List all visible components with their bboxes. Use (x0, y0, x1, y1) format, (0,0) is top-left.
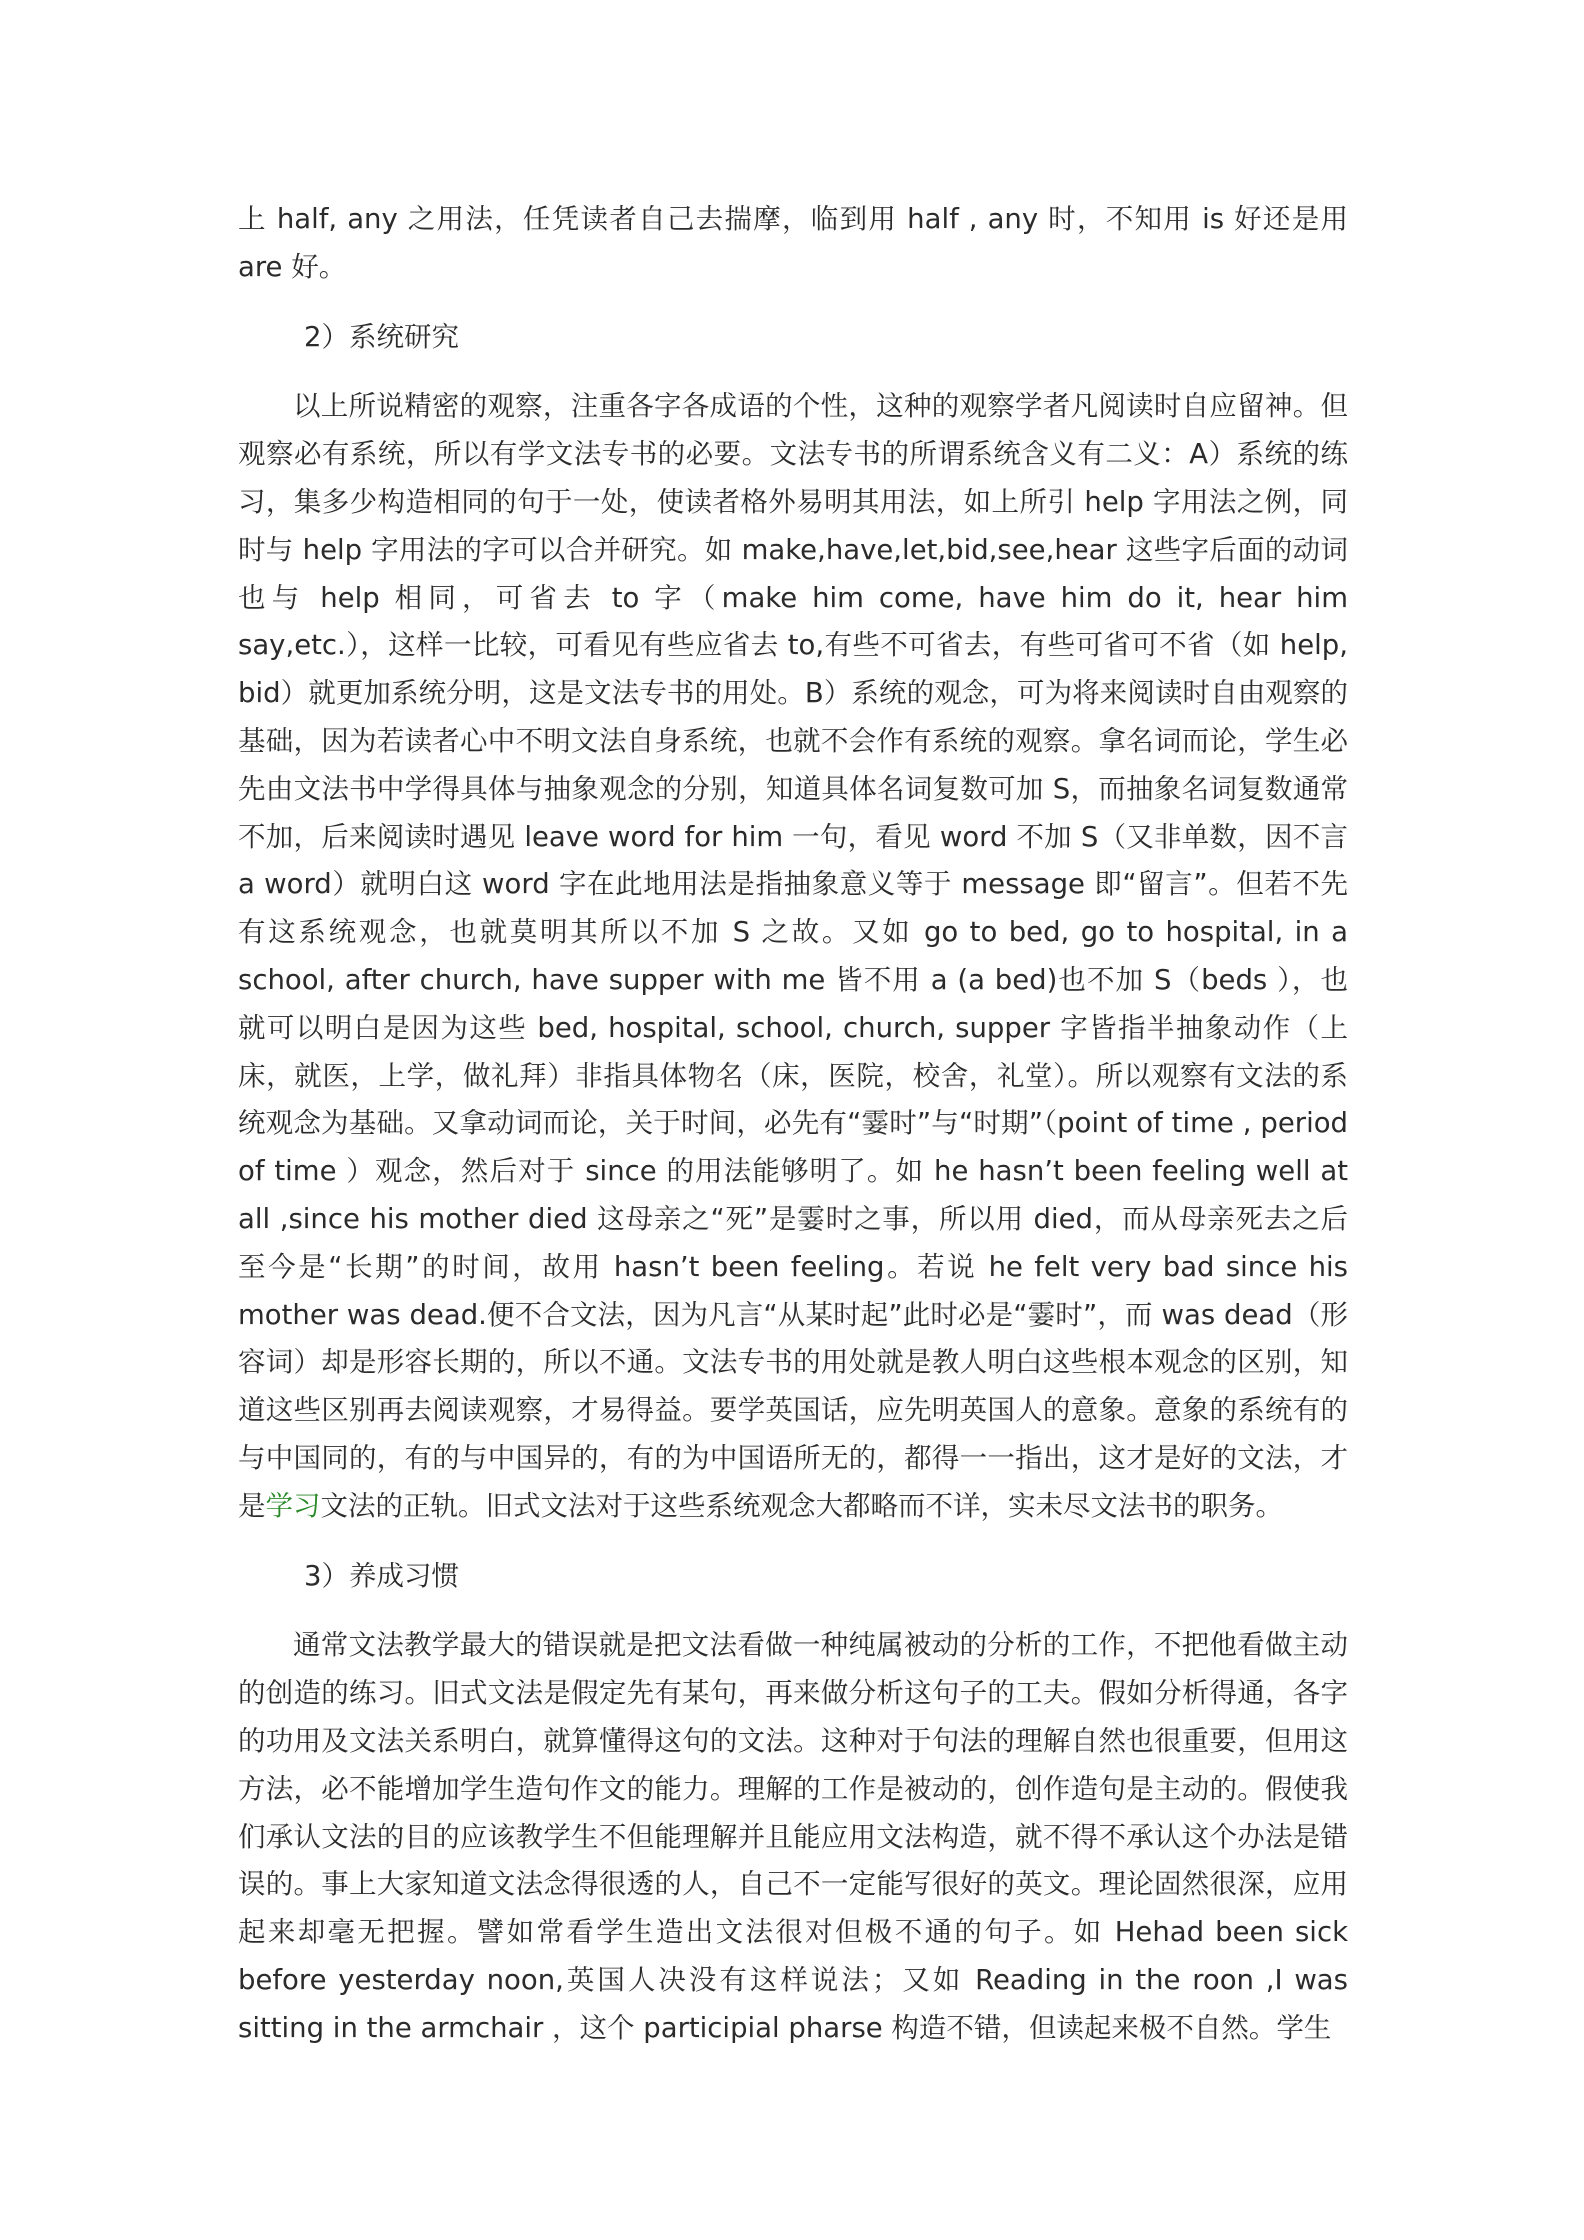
spacer (238, 292, 1348, 314)
document-page (238, 196, 1348, 2052)
spacer (238, 1600, 1348, 1622)
paragraph-systematic-study (238, 383, 1348, 1530)
paragraph-forming-habits: 通常文法教学最大的错误就是把文法看做一种纯属被动的分析的工作，不把他看做主动的创造的练习。旧式文法是假定先有某句，再来做分析这句子的工夫。假如分析得通，各字的功用及文法关系明白，就算懂得这句的文法。这种对于句法的理解自然也很重要，但用这方法，必不能增加学生造句作文的能力。理解的工作是被动的，创作造句是主动的。假使我们承认文法的目的应该教学生不但能理解并且能应用文法构造，就不得不承认这个办法是错误的。事上大家知道文法念得很透的人，自己不一定能写很好的英文。理论固然很深，应用起来却毫无把握。譬如常看学生造出文法很对但极不通的句子。如 Hehad been sick before yesterday noon,英国人决没有这样说法；又如 Reading in the roon ,I was sitting in the armchair ，这个 participial pharse 构造不错，但读起来极不自然。学生 (238, 1629, 1348, 2044)
spacer (238, 361, 1348, 383)
paragraph-text: 文法的正轨。旧式文法对于这些系统观念大都略而不详，实未尽文法书的职务。 (320, 1489, 1283, 1522)
section-heading-3: 3）养成习惯 (304, 1559, 459, 1592)
study-link[interactable]: 学习 (265, 1489, 321, 1522)
section-heading-2: 2）系统研究 (304, 320, 459, 353)
spacer (238, 1531, 1348, 1553)
paragraph-continued: 上 half, any 之用法，任凭读者自己去揣摩，临到用 half , any 时，不知用 is 好还是用 are 好。 (238, 203, 1348, 283)
paragraph-text: 以上所说精密的观察，注重各字各成语的个性，这种的观察学者凡阅读时自应留神。但观察必有系统，所以有学文法专书的必要。文法专书的所谓系统含义有二义：A）系统的练习，集多少构造相同的句于一处，使读者格外易明其用法，如上所引 help 字用法之例，同时与 help 字用法的字可以合并研究。如 make,have,let,bid,see,hear 这些字后面的动词也与 help 相同，可省去 to 字（make him come, have him do it, hear him say,etc.），这样一比较，可看见有些应省去 to,有些不可省去，有些可省可不省（如 help, bid）就更加系统分明，这是文法专书的用处。B）系统的观念，可为将来阅读时自由观察的基础，因为若读者心中不明文法自身系统，也就不会作有系统的观察。拿名词而论，学生必先由文法书中学得具体与抽象观念的分别，知道具体名词复数可加 S，而抽象名词复数通常不加，后来阅读时遇见 leave word for him 一句，看见 word 不加 S（又非单数，因不言 a word）就明白这 word 字在此地用法是指抽象意义等于 message 即“留言”。但若不先有这系统观念，也就莫明其所以不加 S 之故。又如 go to bed, go to hospital, in a school, after church, have supper with me 皆不用 a (a bed)也不加 S（beds ），也就可以明白是因为这些 bed, hospital, school, church, supper 字皆指半抽象动作（上床，就医，上学，做礼拜）非指具体物名（床，医院，校舍，礼堂）。所以观察有文法的系统观念为基础。又拿动词而论，关于时间，必先有“霎时”与“时期”（point of time , period of time ）观念，然后对于 since 的用法能够明了。如 he hasn’t been feeling well at all ,since his mother died 这母亲之“死”是霎时之事，所以用 died，而从母亲死去之后至今是“长期”的时间，故用 hasn’t been feeling。若说 he felt very bad since his mother was dead.便不合文法，因为凡言“从某时起”此时必是“霎时”，而 was dead（形容词）却是形容长期的，所以不通。文法专书的用处就是教人明白这些根本观念的区别，知道这些区别再去阅读观察，才易得益。要学英国话，应先明英国人的意象。意象的系统有的与中国同的，有的与中国异的，有的为中国语所无的，都得一一指出，这才是好的文法，才是 (238, 390, 1348, 1522)
